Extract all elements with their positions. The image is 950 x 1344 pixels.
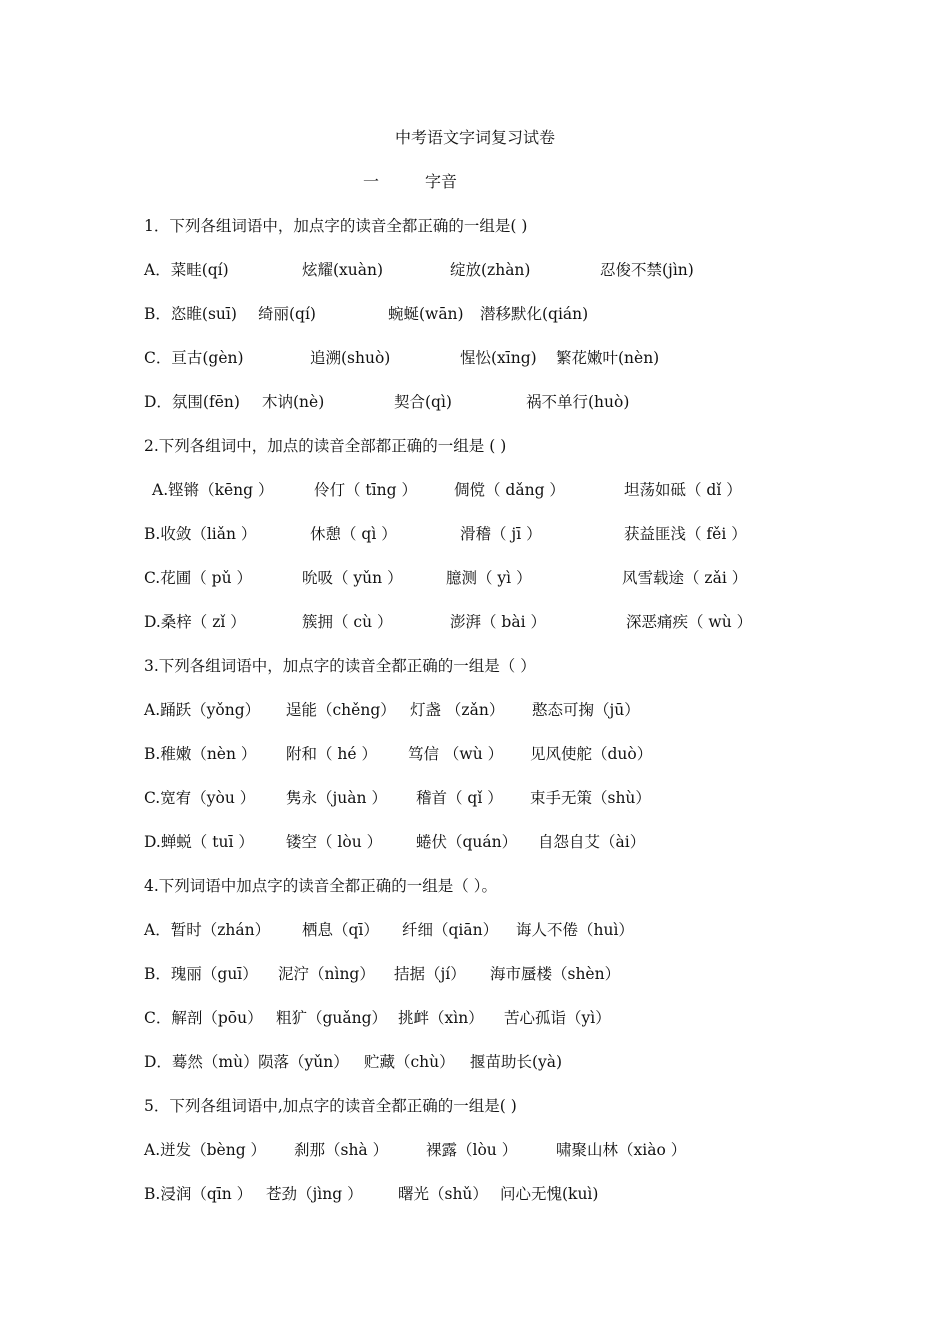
option-item: 炫耀(xuàn) xyxy=(302,261,384,279)
option-item: A．暂时（zhán） xyxy=(144,921,271,939)
option-item: 揠苗助长(yà) xyxy=(470,1053,563,1071)
option-item: 绽放(zhàn) xyxy=(450,261,531,279)
option-item: B.稚嫩（nèn ） xyxy=(144,745,257,763)
option-item: 曙光（shǔ） xyxy=(398,1185,488,1203)
option-item: 祸不单行(huò) xyxy=(526,393,630,411)
option-item: 惺忪(xīng) xyxy=(460,349,537,367)
option-item: 粗犷（guǎng） xyxy=(276,1009,388,1027)
question-stem-text: 1．下列各组词语中，加点字的读音全都正确的一组是( ) xyxy=(144,217,528,235)
option-item: C．亘古(gèn) xyxy=(144,349,244,367)
option-item: 裸露（lòu ） xyxy=(426,1141,518,1159)
question-stem-text: 4.下列词语中加点字的读音全都正确的一组是（ ）。 xyxy=(144,877,497,895)
option-item: D．氛围(fēn) xyxy=(144,393,240,411)
option-item: 获益匪浅（ fěi ） xyxy=(624,525,747,543)
option-item: 坦荡如砥（ dǐ ） xyxy=(624,481,742,499)
option-item: 自怨自艾（ài） xyxy=(538,833,646,851)
option-item: 繁花嫩叶(nèn) xyxy=(556,349,660,367)
question-stem-text: 3.下列各组词语中，加点字的读音全都正确的一组是（ ） xyxy=(144,657,536,675)
option-item: C.宽宥（yòu ） xyxy=(144,789,256,807)
option-item: 海市蜃楼（shèn） xyxy=(490,965,621,983)
question-stem-text: 2.下列各组词中，加点的读音全部都正确的一组是 ( ) xyxy=(144,437,507,455)
option-item: B.浸润（qīn ） xyxy=(144,1185,253,1203)
option-item: B.收敛（liǎn ） xyxy=(144,525,257,543)
option-item: 灯盏 （zǎn） xyxy=(410,701,505,719)
option-item: 稽首（ qǐ ） xyxy=(416,789,503,807)
option-item: 苍劲（jìng ） xyxy=(266,1185,363,1203)
option-item: 束手无策（shù） xyxy=(530,789,651,807)
option-item: 风雪载途（ zǎi ） xyxy=(622,569,748,587)
option-item: 问心无愧(kuì) xyxy=(500,1185,599,1203)
option-item: 忍俊不禁(jìn) xyxy=(600,261,694,279)
option-item: 附和（ hé ） xyxy=(286,745,378,763)
option-item: D.蝉蜕（ tuī ） xyxy=(144,833,254,851)
option-item: 深恶痛疾（ wù ） xyxy=(626,613,753,631)
option-item: 倜傥（ dǎng ） xyxy=(454,481,565,499)
option-item: 契合(qì) xyxy=(394,393,452,411)
option-item: 苦心孤诣（yì） xyxy=(504,1009,611,1027)
option-item: 刹那（shà ） xyxy=(294,1141,389,1159)
option-item: B．恣睢(suī) xyxy=(144,305,237,323)
option-item: 澎湃（ bài ） xyxy=(450,613,546,631)
option-item: 休憩（ qì ） xyxy=(310,525,397,543)
option-item: 隽永（juàn ） xyxy=(286,789,387,807)
option-item: 泥泞（nìng） xyxy=(278,965,375,983)
option-item: C．解剖（pōu） xyxy=(144,1009,263,1027)
document-title: 中考语文字词复习试卷 xyxy=(394,128,555,147)
option-item: 挑衅（xìn） xyxy=(398,1009,484,1027)
option-item: C.花圃（ pǔ ） xyxy=(144,569,252,587)
option-item: 贮藏（chù） xyxy=(364,1053,455,1071)
option-item: 见风使舵（duò） xyxy=(530,745,653,763)
option-item: 追溯(shuò) xyxy=(310,349,391,367)
option-item: A.铿锵（kēng ） xyxy=(152,481,274,499)
option-item: 陨落（yǔn） xyxy=(258,1053,349,1071)
option-item: 木讷(nè) xyxy=(262,393,325,411)
question-stem-text: 5．下列各组词语中,加点字的读音全都正确的一组是( ) xyxy=(144,1097,517,1115)
option-item: 逞能（chěng） xyxy=(286,701,396,719)
option-item: 诲人不倦（huì） xyxy=(516,921,634,939)
section-number: 一 xyxy=(363,172,380,191)
option-item: 啸聚山林（xiào ） xyxy=(556,1141,687,1159)
option-item: D.桑梓（ zǐ ） xyxy=(144,613,246,631)
option-item: A.踊跃（yǒng） xyxy=(144,701,261,719)
option-item: 吮吸（ yǔn ） xyxy=(302,569,403,587)
option-item: 笃信 （wù ） xyxy=(408,745,504,763)
option-item: 蜷伏（quán） xyxy=(416,833,518,851)
option-item: 簇拥（ cù ） xyxy=(302,613,393,631)
option-item: D．蓦然（mù） xyxy=(144,1053,259,1071)
option-item: 拮据（jí） xyxy=(394,965,466,983)
option-item: 臆测（ yì ） xyxy=(446,569,532,587)
option-item: 栖息（qī） xyxy=(302,921,379,939)
option-item: 潜移默化(qián) xyxy=(480,305,589,323)
option-item: A.迸发（bèng ） xyxy=(144,1141,267,1159)
option-item: A．菜畦(qí) xyxy=(144,261,229,279)
option-item: 滑稽（ jī ） xyxy=(460,525,542,543)
section-name: 字音 xyxy=(425,172,458,191)
option-item: 伶仃（ tīng ） xyxy=(314,481,417,499)
option-item: 绮丽(qí) xyxy=(258,305,316,323)
option-item: 镂空（ lòu ） xyxy=(286,833,383,851)
section-heading xyxy=(363,170,457,194)
option-item: B．瑰丽（guī） xyxy=(144,965,258,983)
option-item: 憨态可掬（jū） xyxy=(532,701,640,719)
option-item: 纤细（qiān） xyxy=(402,921,499,939)
option-item: 蜿蜒(wān) xyxy=(388,305,464,323)
